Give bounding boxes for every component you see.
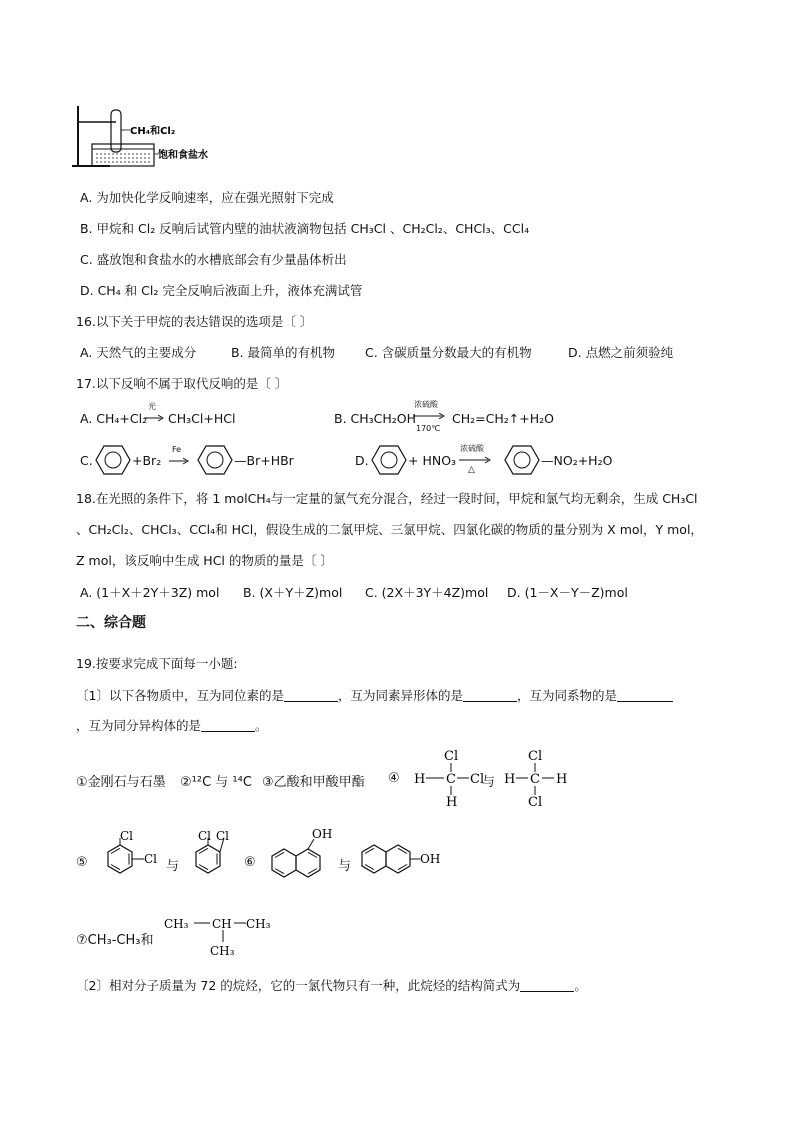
q17-a-arrow xyxy=(143,414,165,422)
answer-blank-isomer[interactable] xyxy=(201,719,255,732)
atom-h: H xyxy=(414,772,426,787)
atom-cl: Cl xyxy=(444,749,459,764)
q16-option-b: B. 最简单的有机物 xyxy=(231,345,336,360)
q19-item-1: ①金刚石与石墨 xyxy=(76,775,166,790)
q17-b-left: B. CH₃CH₂OH xyxy=(334,411,417,426)
atom-cl: Cl xyxy=(198,830,212,843)
q18-line-3: Z mol，该反响中生成 HCl 的物质的量是〔 〕 xyxy=(76,553,333,568)
atom-cl: Cl xyxy=(120,830,134,843)
atom-cl: Cl xyxy=(470,772,485,787)
q17-d-condition-bottom: △ xyxy=(468,465,475,475)
group-ch: CH xyxy=(212,917,232,931)
group-ch3: CH₃ xyxy=(210,944,235,958)
q19-part1-text-e: 。 xyxy=(255,718,268,733)
q17-b-condition-top: 浓硫酸 xyxy=(414,400,438,409)
q16-option-c: C. 含碳质量分数最大的有机物 xyxy=(365,345,532,360)
apparatus-water-label: 饱和食盐水 xyxy=(158,150,208,161)
q19-part1-text-d: ，互为同分异构体的是 xyxy=(76,718,202,733)
q17-c-condition: Fe xyxy=(172,445,182,454)
q17-d-label: D. xyxy=(355,453,369,468)
q19-part1-text-a: 〔1〕以下各物质中，互为同位素的是 xyxy=(76,688,284,703)
q18-option-b: B. (X＋Y＋Z)mol xyxy=(243,585,343,600)
q16-option-a: A. 天然气的主要成分 xyxy=(80,345,197,360)
q17-a-left: A. CH₄+Cl₂ xyxy=(80,411,148,426)
q17-c-reagent: +Br₂ xyxy=(132,453,162,468)
q17-d-product: —NO₂+H₂O xyxy=(541,453,613,468)
q18-line-2: 、CH₂Cl₂、CHCl₃、CCl₄和 HCl，假设生成的二氯甲烷、三氯甲烷、四氯化碳的物质的量分别为 X mol，Y mol， xyxy=(76,522,703,537)
group-ch3: CH₃ xyxy=(246,917,271,931)
q17-d-reagent: + HNO₃ xyxy=(408,453,457,468)
q17-d-arrow xyxy=(458,456,492,464)
q17-b-condition-bottom: 170℃ xyxy=(416,424,441,433)
q18-line-1: 18.在光照的条件下，将 1 molCH₄与一定量的氯气充分混合，经过一段时间，甲烷和氯气均无剩余，生成 CH₃Cl xyxy=(76,491,698,506)
group-ch3: CH₃ xyxy=(164,917,189,931)
q19-part1-text-c: ，互为同系物的是 xyxy=(516,688,617,703)
reaction-apparatus-figure xyxy=(70,104,220,170)
q17-a-condition: 光 xyxy=(148,402,156,411)
q18-option-a: A. (1＋X＋2Y＋3Z) mol xyxy=(80,585,220,600)
q19-item-2: ②¹²C 与 ¹⁴C xyxy=(180,775,252,790)
q16-option-d: D. 点燃之前须验纯 xyxy=(568,345,674,360)
q17-a-right: CH₃Cl+HCl xyxy=(168,411,236,426)
q17-b-arrow xyxy=(412,412,446,420)
q17-d-product-benzene-ring xyxy=(503,444,541,476)
isobutane-structure xyxy=(160,910,280,960)
q19-part1-line2 xyxy=(76,716,268,734)
answer-blank-homolog[interactable] xyxy=(617,689,673,702)
q19-item-3: ③乙酸和甲酸甲酯 xyxy=(262,775,365,790)
atom-c: C xyxy=(446,772,456,787)
q19-part2-line xyxy=(76,976,587,994)
q19-part2-text-a: 〔2〕相对分子质量为 72 的烷烃，它的一氯代物只有一种，此烷烃的结构简式为 xyxy=(76,978,521,993)
apparatus-gas-label: CH₄和Cl₂ xyxy=(130,126,176,137)
q17-c-benzene-ring xyxy=(94,444,132,476)
q17-d-benzene-ring xyxy=(370,444,408,476)
q15-option-a: A. 为加快化学反响速率，应在强光照射下完成 xyxy=(80,190,334,205)
group-oh: OH xyxy=(312,827,333,841)
answer-blank-structure[interactable] xyxy=(520,979,574,992)
answer-blank-allotrope[interactable] xyxy=(463,689,517,702)
atom-c: C xyxy=(530,772,540,787)
q17-stem: 17.以下反响不属于取代反响的是〔 〕 xyxy=(76,376,288,391)
q19-item-6-label: ⑥ xyxy=(244,855,256,870)
o-dichlorobenzene-structure-2 xyxy=(184,830,244,892)
q19-item-4-label: ④ xyxy=(388,771,400,786)
atom-h: H xyxy=(446,795,458,810)
q17-c-product: —Br+HBr xyxy=(234,453,294,468)
answer-blank-isotope[interactable] xyxy=(284,689,338,702)
q19-item-5-label: ⑤ xyxy=(76,855,88,870)
q15-option-d: D. CH₄ 和 Cl₂ 完全反响后液面上升，液体充满试管 xyxy=(80,283,363,298)
group-oh: OH xyxy=(420,852,441,866)
q15-option-c: C. 盛放饱和食盐水的水槽底部会有少量晶体析出 xyxy=(80,252,347,267)
q17-c-product-benzene-ring xyxy=(196,444,234,476)
q19-item-5-yu: 与 xyxy=(166,859,180,874)
o-dichlorobenzene-structure-1 xyxy=(96,830,168,892)
q18-option-c: C. (2X＋3Y＋4Z)mol xyxy=(365,585,489,600)
atom-cl: Cl xyxy=(528,749,543,764)
q19-part2-text-b: 。 xyxy=(574,978,587,993)
section-title: 二、综合题 xyxy=(76,615,146,631)
q19-part1-line1 xyxy=(76,686,673,704)
1-naphthol-structure xyxy=(266,826,342,896)
q17-b-right: CH₂=CH₂↑+H₂O xyxy=(452,411,554,426)
q16-stem: 16.以下关于甲烷的表达错误的选项是〔 〕 xyxy=(76,314,313,329)
atom-cl: Cl xyxy=(528,795,543,810)
q17-d-condition-top: 浓硫酸 xyxy=(460,444,484,453)
q19-item-6-yu: 与 xyxy=(338,859,352,874)
atom-cl: Cl xyxy=(216,830,230,843)
dichloromethane-structure-2 xyxy=(500,746,580,812)
q18-option-d: D. (1－X－Y－Z)mol xyxy=(507,585,628,600)
2-naphthol-structure xyxy=(356,830,466,890)
q19-stem: 19.按要求完成下面每一小题: xyxy=(76,656,238,671)
q19-item-4-yu: 与 xyxy=(482,775,496,790)
q17-c-label: C. xyxy=(80,453,93,468)
q17-c-arrow xyxy=(168,457,190,465)
atom-h: H xyxy=(504,772,516,787)
q15-option-b: B. 甲烷和 Cl₂ 反响后试管内壁的油状液滴物包括 CH₃Cl 、CH₂Cl₂、CHCl₃、CCl₄ xyxy=(80,221,530,236)
q19-item-7: ⑦CH₃-CH₃和 xyxy=(76,933,154,948)
atom-h: H xyxy=(556,772,568,787)
q19-part1-text-b: ，互为同素异形体的是 xyxy=(337,688,463,703)
atom-cl: Cl xyxy=(144,852,158,866)
